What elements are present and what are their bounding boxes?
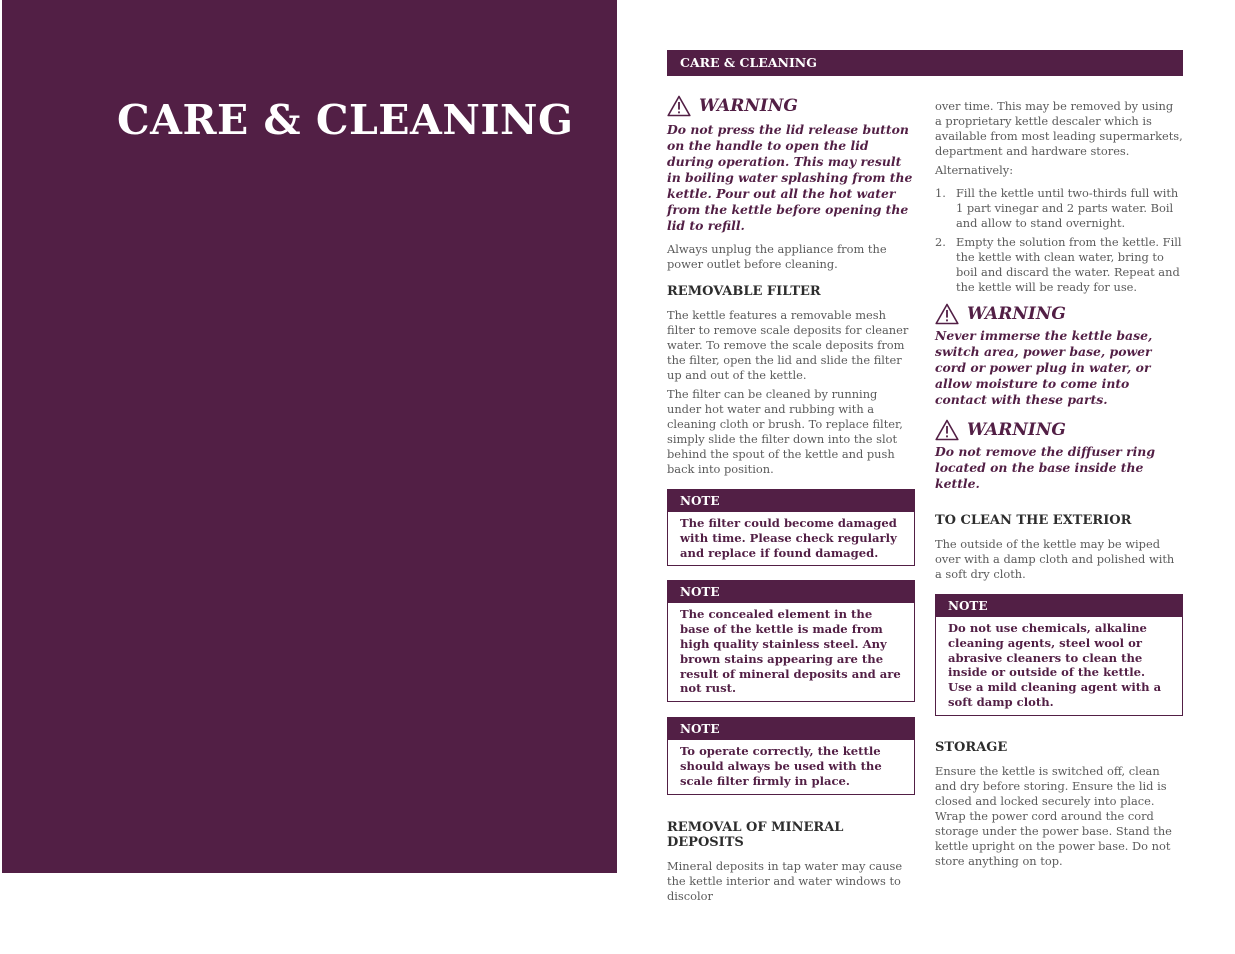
warning-heading <box>935 301 1183 327</box>
alternatively-label: Alternatively: <box>935 163 1014 177</box>
list-item <box>935 186 1183 231</box>
warning-triangle-icon <box>667 95 691 117</box>
note-box <box>667 717 915 794</box>
note-text: Do not use chemicals, alkaline cleaning agents, steel wool or abrasive cleaners to clean the inside or outside of the kettle. Use a mild cleaning agent with a soft damp cloth. <box>948 621 1162 709</box>
section-header-bar: CARE & CLEANING <box>667 50 1183 76</box>
unplug-text: Always unplug the appliance from the power outlet before cleaning. <box>667 242 887 271</box>
note-text: To operate correctly, the kettle should always be used with the scale filter firmly in place. <box>680 744 882 788</box>
mineral-deposits-text: Mineral deposits in tap water may cause the kettle interior and water windows to discolor <box>667 858 903 903</box>
mineral-deposits-heading: REMOVAL OF MINERAL DEPOSITS <box>667 819 844 850</box>
mineral-deposits-text-cont: over time. This may be removed by using a proprietary kettle descaler which is available from most leading supermarkets, department and hardware stores. <box>935 99 1183 158</box>
note-text: The filter could become damaged with time. Please check regularly and replace if found damaged. <box>680 516 897 560</box>
exterior-text: The outside of the kettle may be wiped over with a damp cloth and polished with a soft dry cloth. <box>935 537 1175 581</box>
filter-paragraph: The kettle features a removable mesh filter to remove scale deposits for cleaner water. To remove the scale deposits from the filter, open the lid and slide the filter up and out of the kettle. <box>667 308 909 382</box>
warning-title: WARNING <box>967 420 1066 440</box>
warning-heading <box>667 93 915 119</box>
warning-title: WARNING <box>967 304 1066 324</box>
warning-heading <box>935 417 1183 443</box>
list-item <box>935 235 1183 295</box>
note-title: NOTE <box>668 581 914 603</box>
descaling-steps <box>935 186 1183 295</box>
storage-heading: STORAGE <box>935 739 1008 755</box>
filter-paragraph: The filter can be cleaned by running under hot water and rubbing with a cleaning cloth or brush. To replace filter, simply slide the filter down into the slot behind the spout of the kettle and push back into position. <box>667 387 903 476</box>
page-title: CARE & CLEANING <box>117 96 574 144</box>
warning-title: WARNING <box>699 96 798 116</box>
note-title: NOTE <box>668 718 914 740</box>
left-title-panel <box>2 0 617 873</box>
storage-text: Ensure the kettle is switched off, clean and dry before storing. Ensure the lid is closed and locked securely into place. Wrap the power cord around the cord storage under the power base. Stand the kettle upright on the power base. Do not store anything on top. <box>935 763 1172 868</box>
removable-filter-heading: REMOVABLE FILTER <box>667 284 821 299</box>
note-title: NOTE <box>668 490 914 512</box>
warning-text: Never immerse the kettle base, switch area, power base, power cord or power plug in water, or allow moisture to come into contact with these parts. <box>935 328 1153 407</box>
note-title: NOTE <box>936 595 1182 617</box>
note-box <box>935 594 1183 716</box>
note-text: The concealed element in the base of the kettle is made from high quality stainless steel. Any brown stains appearing are the result of mineral deposits and are not rust. <box>680 607 901 696</box>
note-box <box>667 489 915 566</box>
step-number: 2. <box>935 235 946 249</box>
note-box <box>667 580 915 702</box>
step-number: 1. <box>935 186 946 200</box>
warning-text: Do not press the lid release button on the handle to open the lid during operation. This may result in boiling water splashing from the kettle. Pour out all the hot water from the kettle before opening the lid to refill. <box>667 122 913 233</box>
step-text: Fill the kettle until two-thirds full with 1 part vinegar and 2 parts water. Boil and allow to stand overnight. <box>956 186 1179 230</box>
content-column-left <box>667 93 915 904</box>
warning-text: Do not remove the diffuser ring located on the base inside the kettle. <box>935 444 1155 491</box>
step-text: Empty the solution from the kettle. Fill the kettle with clean water, bring to boil and discard the water. Repeat and the kettle will be ready for use. <box>956 235 1182 294</box>
content-column-right <box>935 99 1183 869</box>
warning-triangle-icon <box>935 303 959 325</box>
exterior-heading: TO CLEAN THE EXTERIOR <box>935 513 1132 528</box>
warning-triangle-icon <box>935 419 959 441</box>
